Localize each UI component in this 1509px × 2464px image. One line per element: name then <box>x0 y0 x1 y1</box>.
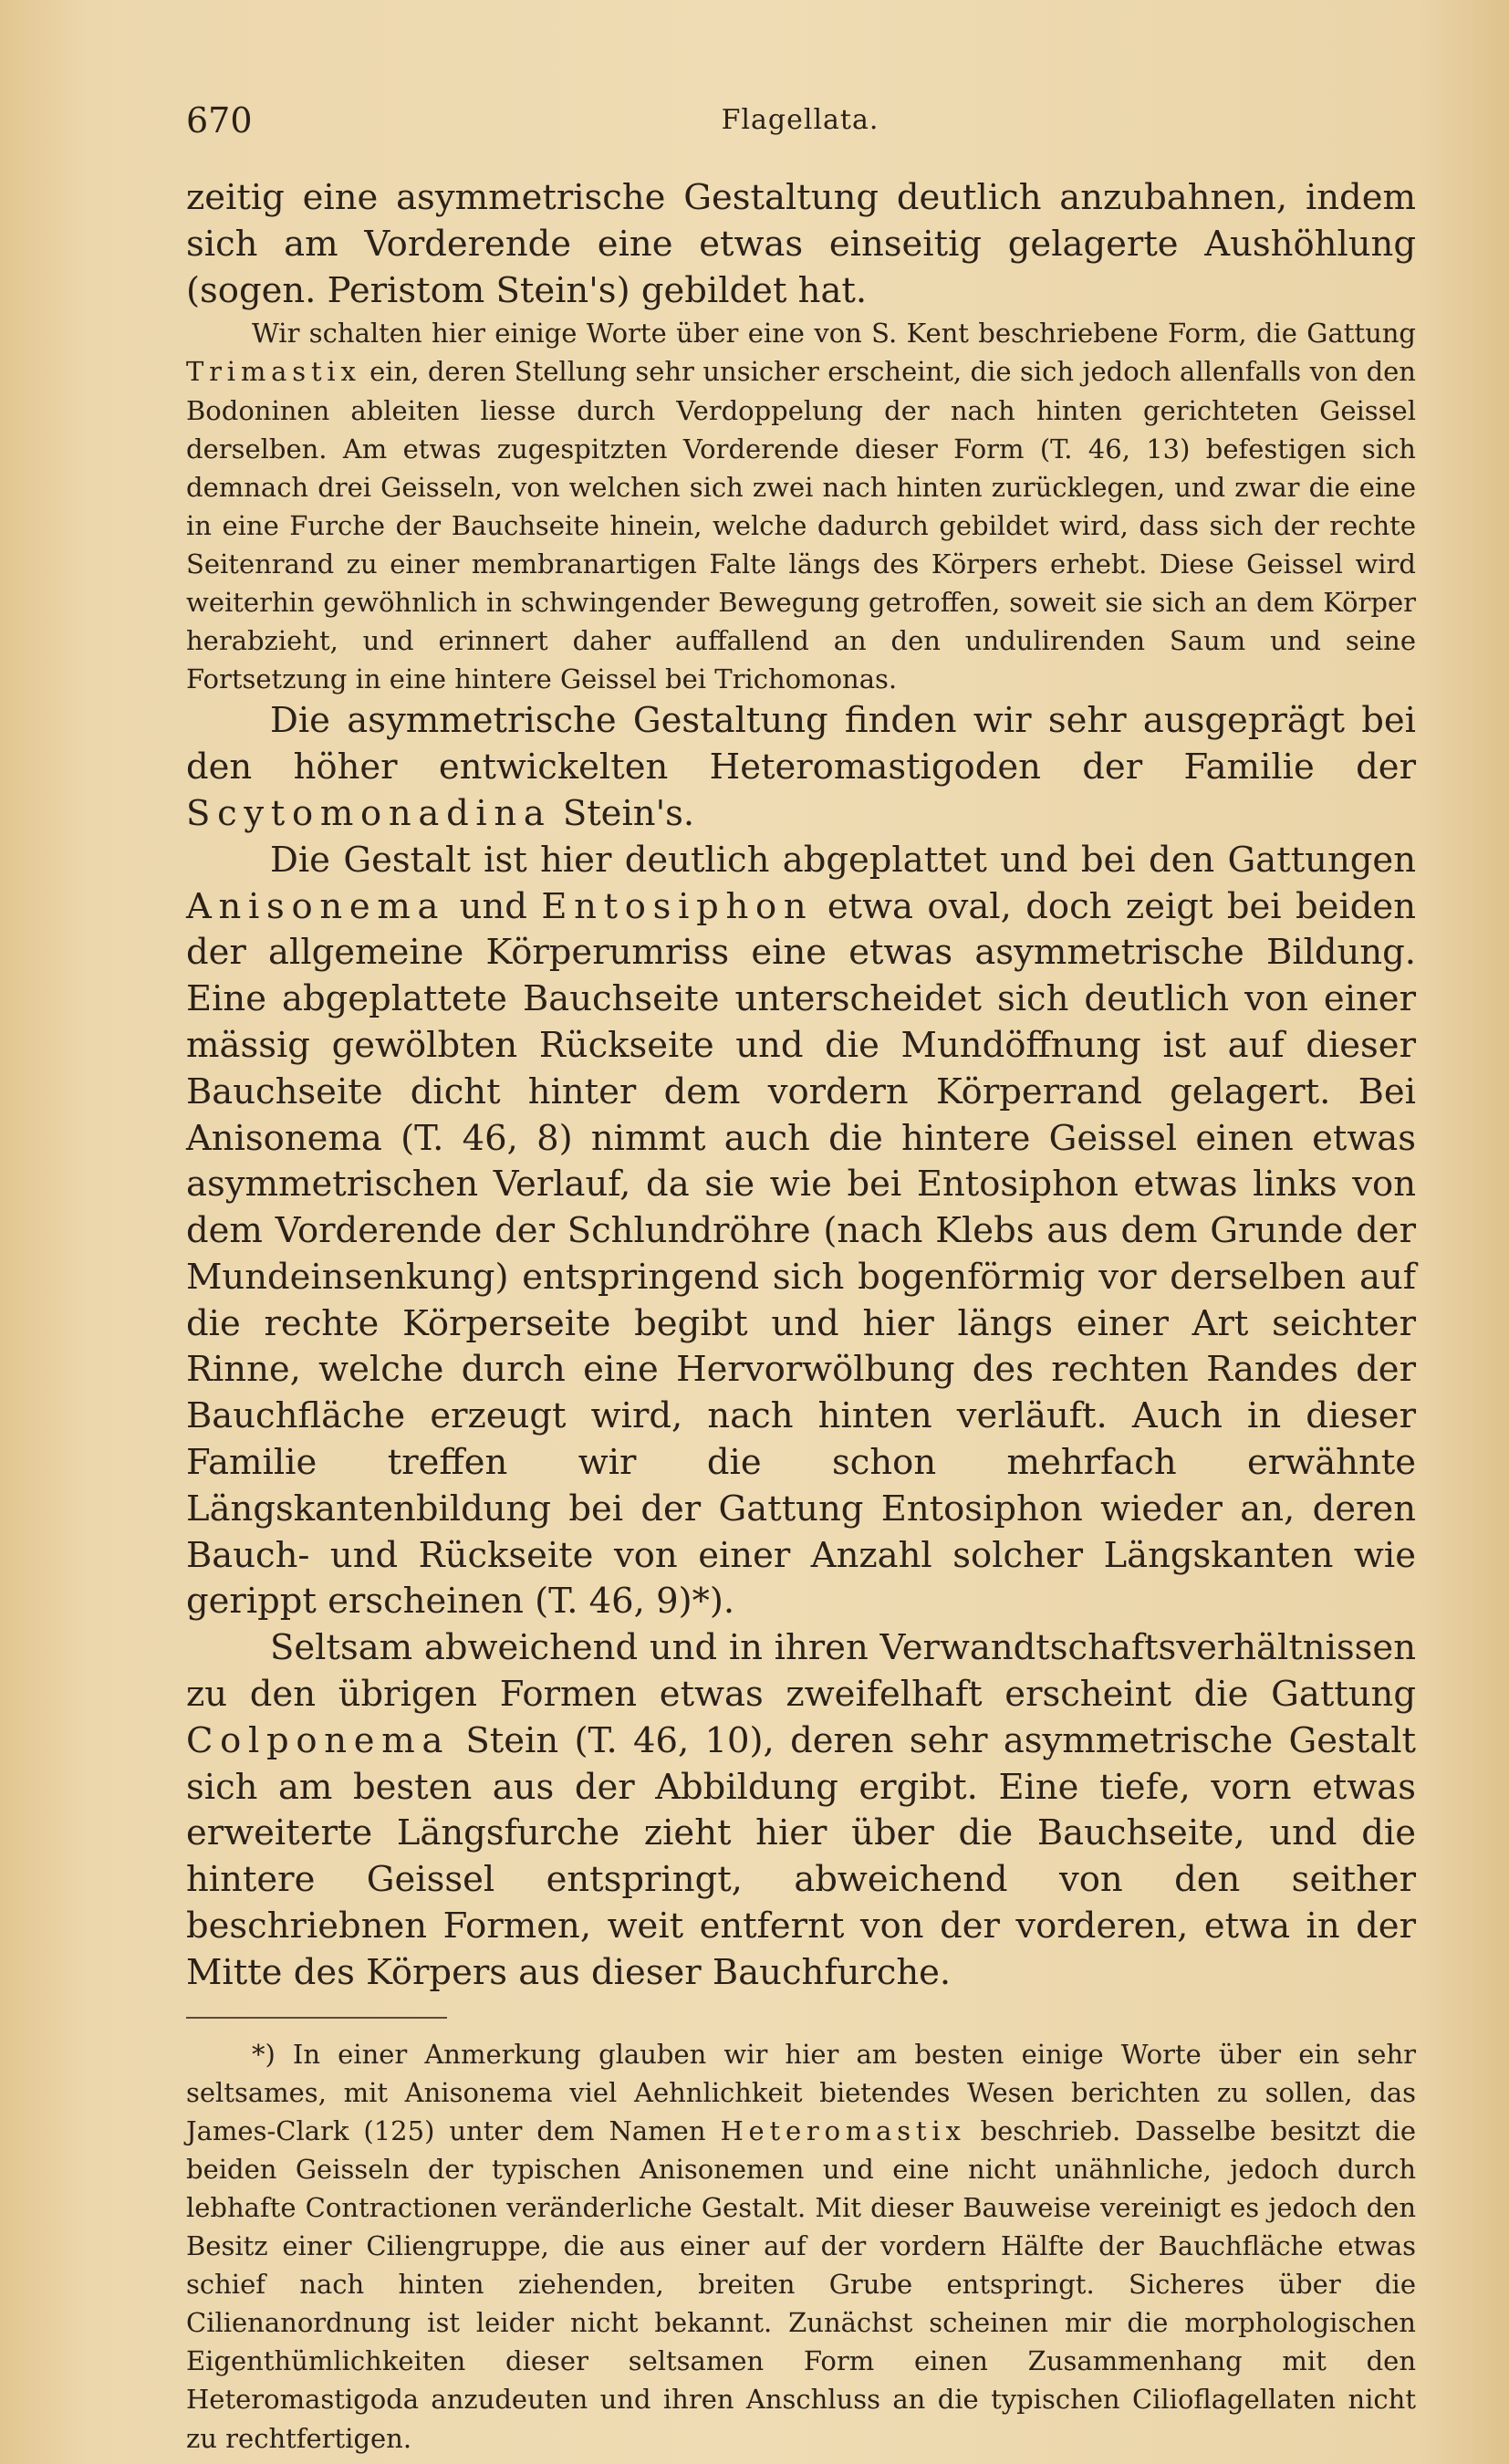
page-body <box>186 175 1416 2458</box>
text-run: etwa oval, doch zeigt bei beiden der allgemeine Körperumriss eine etwas asymmetrische Bildung. Eine abgeplattete Bauchseite unterscheidet sich deutlich von einer mässig gewölbten Rückseite und die Mundöffnung ist auf dieser Bauchseite dicht hinter dem vordern Körperrand gelagert. Bei Anisonema (T. 46, 8) nimmt auch die hintere Geissel einen etwas asymmetrischen Verlauf, da sie wie bei Entosiphon etwas links von dem Vorderende der Schlundröhre (nach Klebs aus dem Grunde der Mundeinsenkung) entspringend sich bogenförmig vor derselben auf die rechte Körperseite begibt und hier längs einer Art seichter Rinne, welche durch eine Hervorwölbung des rechten Randes der Bauchfläche erzeugt wird, nach hinten verläuft. Auch in dieser Familie treffen wir die schon mehrfach erwähnte Längskantenbildung bei der Gattung Entosiphon wieder an, deren Bauch- und Rückseite von einer Anzahl solcher Längskanten wie gerippt erscheinen (T. 46, 9)*). <box>186 885 1416 1623</box>
running-head: Flagellata. <box>721 104 879 136</box>
text-run: beschrieb. Dasselbe besitzt die beiden Geisseln der typischen Anisonemen und eine nicht unähnliche, jedoch durch lebhafte Contractionen veränderliche Gestalt. Mit dieser Bauweise vereinigt es jedoch den Besitz einer Ciliengruppe, die aus einer auf der vordern Hälfte der Bauchfläche etwas schief nach hinten ziehenden, breiten Grube entspringt. Sicheres über die Cilienanordnung ist leider nicht bekannt. Zunächst scheinen mir die morphologischen Eigenthümlichkeiten dieser seltsamen Form einen Zusammenhang mit den Heteromastigoda anzudeuten und ihren Anschluss an die typischen Cilioflagellaten nicht zu rechtfertigen. <box>186 2114 1416 2454</box>
text-run: Wir schalten hier einige Worte über eine von S. Kent beschriebene Form, die Gattung <box>252 318 1416 350</box>
page-number: 670 <box>186 100 253 141</box>
genus-name: Colponema <box>186 1719 451 1761</box>
footnote <box>186 2035 1416 2458</box>
text-run: ein, deren Stellung sehr unsicher erscheint, die sich jedoch allenfalls von den Bodoninen ableiten liesse durch Verdoppelung der nach hinten gerichteten Geissel derselben. Am etwas zugespitzten Vorderende dieser Form (T. 46, 13) befestigen sich demnach drei Geisseln, von welchen sich zwei nach hinten zurücklegen, und zwar die eine in eine Furche der Bauchseite hinein, welche dadurch gebildet wird, dass sich der rechte Seitenrand zu einer membranartigen Falte längs des Körpers erhebt. Diese Geissel wird weiterhin gewöhnlich in schwingender Bewegung getroffen, soweit sie sich an dem Körper herabzieht, und erinnert daher auffallend an den undulirenden Saum und seine Fortsetzung in eine hintere Geissel bei Trichomonas. <box>186 356 1416 695</box>
paragraph-5 <box>186 1625 1416 1996</box>
paragraph-1: zeitig eine asymmetrische Gestaltung deutlich anzubahnen, indem sich am Vorderende eine etwas einseitig gelagerte Aushöhlung (sogen. Peristom Stein's) gebildet hat. <box>186 177 1416 311</box>
text-run: Stein (T. 46, 10), deren sehr asymmetrische Gestalt sich am besten aus der Abbildung ergibt. Eine tiefe, vorn etwas erweiterte Längsfurche zieht hier über die Bauchseite, und die hintere Geissel entspringt, abweichend von den seither beschriebnen Formen, weit entfernt von der vorderen, etwa in der Mitte des Körpers aus dieser Bauchfurche. <box>186 1719 1416 1993</box>
genus-name: Entosiphon <box>541 885 814 927</box>
text-run: und <box>445 885 542 927</box>
text-run: Stein's. <box>551 792 695 834</box>
text-run: Die Gestalt ist hier deutlich abgeplattet und bei den Gattungen <box>270 839 1416 881</box>
footnote-divider <box>186 2017 447 2019</box>
text-run: *) In einer Anmerkung glauben wir hier am besten einige Worte über ein sehr seltsames, mit Anisonema viel Aehnlichkeit bietendes Wesen berichten zu sollen, das James-Clark (125) unter dem Namen <box>186 2038 1416 2146</box>
paragraph-4 <box>186 838 1416 1626</box>
text-run: Seltsam abweichend und in ihren Verwandtschaftsverhältnissen zu den übrigen Formen etwas zweifelhaft erscheint die Gattung <box>186 1627 1416 1716</box>
page-header <box>186 100 1414 146</box>
paragraph-3 <box>186 698 1416 837</box>
genus-name: Anisonema <box>186 885 446 927</box>
text-run: Die asymmetrische Gestaltung finden wir sehr ausgeprägt bei den höher entwickelten Heteromastigoden der Familie der <box>186 700 1416 788</box>
family-name: Scytomonadina <box>186 792 552 834</box>
genus-name: Trimastix <box>186 356 361 388</box>
genus-name: Heteromastix <box>720 2114 966 2146</box>
paragraph-2-small-print <box>186 314 1416 698</box>
